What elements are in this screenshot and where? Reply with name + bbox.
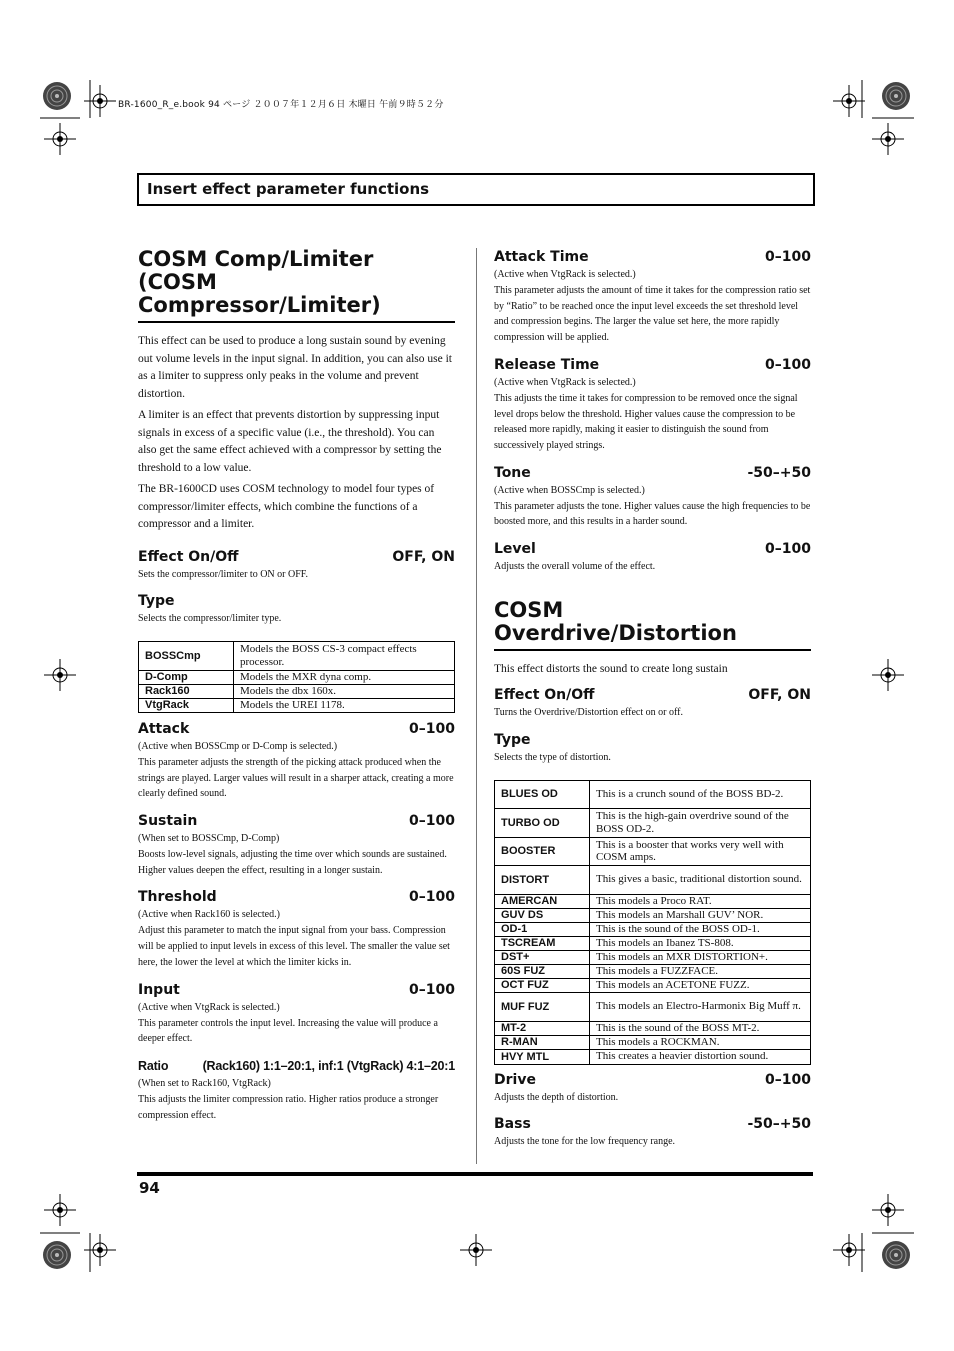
param-heading-bass: Bass -50–+50 [494, 1116, 811, 1133]
table-row: BOOSTER This is a booster that works very well with COSM amps. [495, 837, 811, 865]
table-row: OD-1 This is the sound of the BOSS OD-1. [495, 922, 811, 936]
param-note: (Active when Rack160 is selected.) [138, 909, 280, 921]
table-row: GUV DS This models an Marshall GUV’ NOR. [495, 908, 811, 922]
table-row: AMERCAN This models a Proco RAT. [495, 894, 811, 908]
crosshair-icon [84, 1234, 116, 1266]
table-row: MT-2 This is the sound of the BOSS MT-2. [495, 1021, 811, 1035]
param-desc: Adjust this parameter to match the input signal from your bass. Compression will be applied to input levels in excess of this level. The smaller the value set here, the lower the level at which the limiter kicks in. [138, 925, 450, 968]
intro-paragraph: This effect distorts the sound to create long sustain [494, 662, 728, 675]
param-desc: Turns the Overdrive/Distortion effect on or off. [494, 707, 683, 719]
param-heading-drive: Drive 0–100 [494, 1071, 811, 1088]
crosshair-icon [872, 1194, 904, 1226]
param-heading-input: Input 0–100 [138, 981, 455, 998]
target-mark-icon [882, 1241, 910, 1269]
target-mark-icon [882, 82, 910, 110]
param-desc: This adjusts the time it takes for compression to be removed once the signal level drops below the threshold. Higher values cause the compression to be released more rapidly, making it easier to distinguish the sound from successively played strings. [494, 392, 798, 451]
intro-paragraph: This effect can be used to produce a long sustain sound by evening out volume levels in the input signal. In addition, you can also use it as a limiter to suppress only peaks in the volume and prevent distortion. [138, 335, 452, 400]
table-row: VtgRack Models the UREI 1178. [139, 698, 455, 712]
crosshair-icon [833, 85, 865, 117]
crosshair-icon [833, 1234, 865, 1266]
table-row: Rack160 Models the dbx 160x. [139, 684, 455, 698]
distortion-type-table [494, 780, 811, 1065]
table-row: D-Comp Models the MXR dyna comp. [139, 670, 455, 684]
param-note: (When set to BOSSCmp, D-Comp) [138, 833, 280, 845]
intro-paragraph: A limiter is an effect that prevents distortion by suppressing input signals in excess of a specific value (i.e., the threshold). You can also get the same effect achieved with a compressor by setting the threshold to a low value. [138, 409, 442, 474]
header-title: Insert effect parameter functions [147, 180, 430, 198]
param-note: (Active when BOSSCmp is selected.) [494, 484, 645, 496]
param-note: (Active when VtgRack is selected.) [494, 269, 636, 280]
param-heading-effect-onoff: Effect On/Off OFF, ON [494, 687, 811, 704]
table-row: TURBO OD This is the high-gain overdrive sound of the BOSS OD-2. [495, 808, 811, 837]
param-note: (Active when BOSSCmp or D-Comp is selected.) [138, 740, 338, 752]
table-row: BOSSCmp Models the BOSS CS-3 compact effects processor. [139, 641, 455, 670]
crosshair-icon [44, 659, 76, 691]
param-heading-sustain: Sustain 0–100 [138, 813, 455, 830]
footer-rule [137, 1172, 813, 1176]
param-desc: Adjusts the depth of distortion. [494, 1091, 619, 1103]
intro-paragraph: The BR-1600CD uses COSM technology to model four types of compressor/limiter effects, which combine the functions of a compressor and a limiter. [138, 483, 435, 530]
right-column [494, 248, 811, 1150]
table-row: 60S FUZ This models a FUZZFACE. [495, 964, 811, 978]
param-heading-level: Level 0–100 [494, 541, 811, 558]
comp-type-table [138, 641, 455, 713]
table-row: HVY MTL This creates a heavier distortion sound. [495, 1049, 811, 1064]
page-number: 94 [139, 1179, 160, 1197]
param-note: (When set to Rack160, VtgRack) [138, 1077, 271, 1089]
crosshair-icon [460, 1234, 492, 1266]
param-desc: Selects the compressor/limiter type. [138, 613, 282, 625]
param-desc: This adjusts the limiter compression ratio. Higher ratios produce a stronger compression effect. [138, 1093, 439, 1121]
print-info-line: BR-1600_R_e.book 94 ページ ２００７年１２月６日 木曜日 午前９時５２分 [118, 100, 444, 110]
param-heading-threshold: Threshold 0–100 [138, 889, 455, 906]
param-heading-attack-time: Attack Time 0–100 [494, 249, 811, 265]
table-row: DISTORT This gives a basic, traditional distortion sound. [495, 865, 811, 894]
crosshair-icon [44, 1194, 76, 1226]
target-mark-icon [43, 82, 71, 110]
param-desc: This parameter adjusts the amount of time it takes for the compression ratio set by “Ratio” to be reached once the input level exceeds the set threshold level and compression begins. The larger the value set here, the more rapidly compression will be applied. [494, 285, 811, 344]
crosshair-icon [84, 85, 116, 117]
column-divider [476, 248, 477, 1164]
param-note: (Active when VtgRack is selected.) [138, 1001, 280, 1013]
section-title-comp-limiter: COSM Comp/Limiter (COSM Compressor/Limiter) [138, 248, 455, 323]
crosshair-icon [44, 123, 76, 155]
table-row: TSCREAM This models an Ibanez TS-808. [495, 936, 811, 950]
param-heading-type: Type [138, 593, 175, 610]
param-desc: This parameter adjusts the tone. Higher values cause the high frequencies to be boosted more, and this results in a harder sound. [494, 500, 811, 528]
crosshair-icon [872, 123, 904, 155]
param-desc: This parameter adjusts the strength of the picking attack produced when the strings are played. Larger values will result in a sharper attack, creating a more clearly defined sound. [138, 756, 454, 800]
param-heading-release-time: Release Time 0–100 [494, 356, 811, 373]
param-heading-ratio: Ratio (Rack160) 1:1–20:1, inf:1 (VtgRack) 4:1–20:1 [138, 1058, 455, 1073]
param-heading-effect-onoff: Effect On/Off OFF, ON [138, 548, 455, 565]
table-row: BLUES OD This is a crunch sound of the BOSS BD-2. [495, 780, 811, 808]
param-desc: Adjusts the overall volume of the effect. [494, 561, 656, 573]
left-column [138, 248, 455, 1123]
param-desc: Selects the type of distortion. [494, 751, 611, 763]
table-row: MUF FUZ This models an Electro-Harmonix Big Muff π. [495, 992, 811, 1021]
param-desc: Adjusts the tone for the low frequency range. [494, 1136, 676, 1148]
table-row: R-MAN This models a ROCKMAN. [495, 1035, 811, 1049]
param-desc: Boosts low-level signals, adjusting the time over which sounds are sustained. Higher values deepen the effect, resulting in a longer sustain. [138, 849, 447, 876]
page-header [137, 173, 815, 206]
param-desc: Sets the compressor/limiter to ON or OFF. [138, 568, 309, 580]
param-heading-tone: Tone -50–+50 [494, 464, 811, 481]
param-desc: This parameter controls the input level. Increasing the value will produce a deeper effect. [138, 1017, 438, 1045]
param-heading-type: Type [494, 731, 531, 748]
param-heading-attack: Attack 0–100 [138, 720, 455, 737]
table-row: OCT FUZ This models an ACETONE FUZZ. [495, 978, 811, 992]
param-note: (Active when VtgRack is selected.) [494, 376, 636, 388]
crosshair-icon [872, 659, 904, 691]
section-title-overdrive: COSM Overdrive/Distortion [494, 599, 811, 651]
target-mark-icon [43, 1241, 71, 1269]
table-row: DST+ This models an MXR DISTORTION+. [495, 950, 811, 964]
